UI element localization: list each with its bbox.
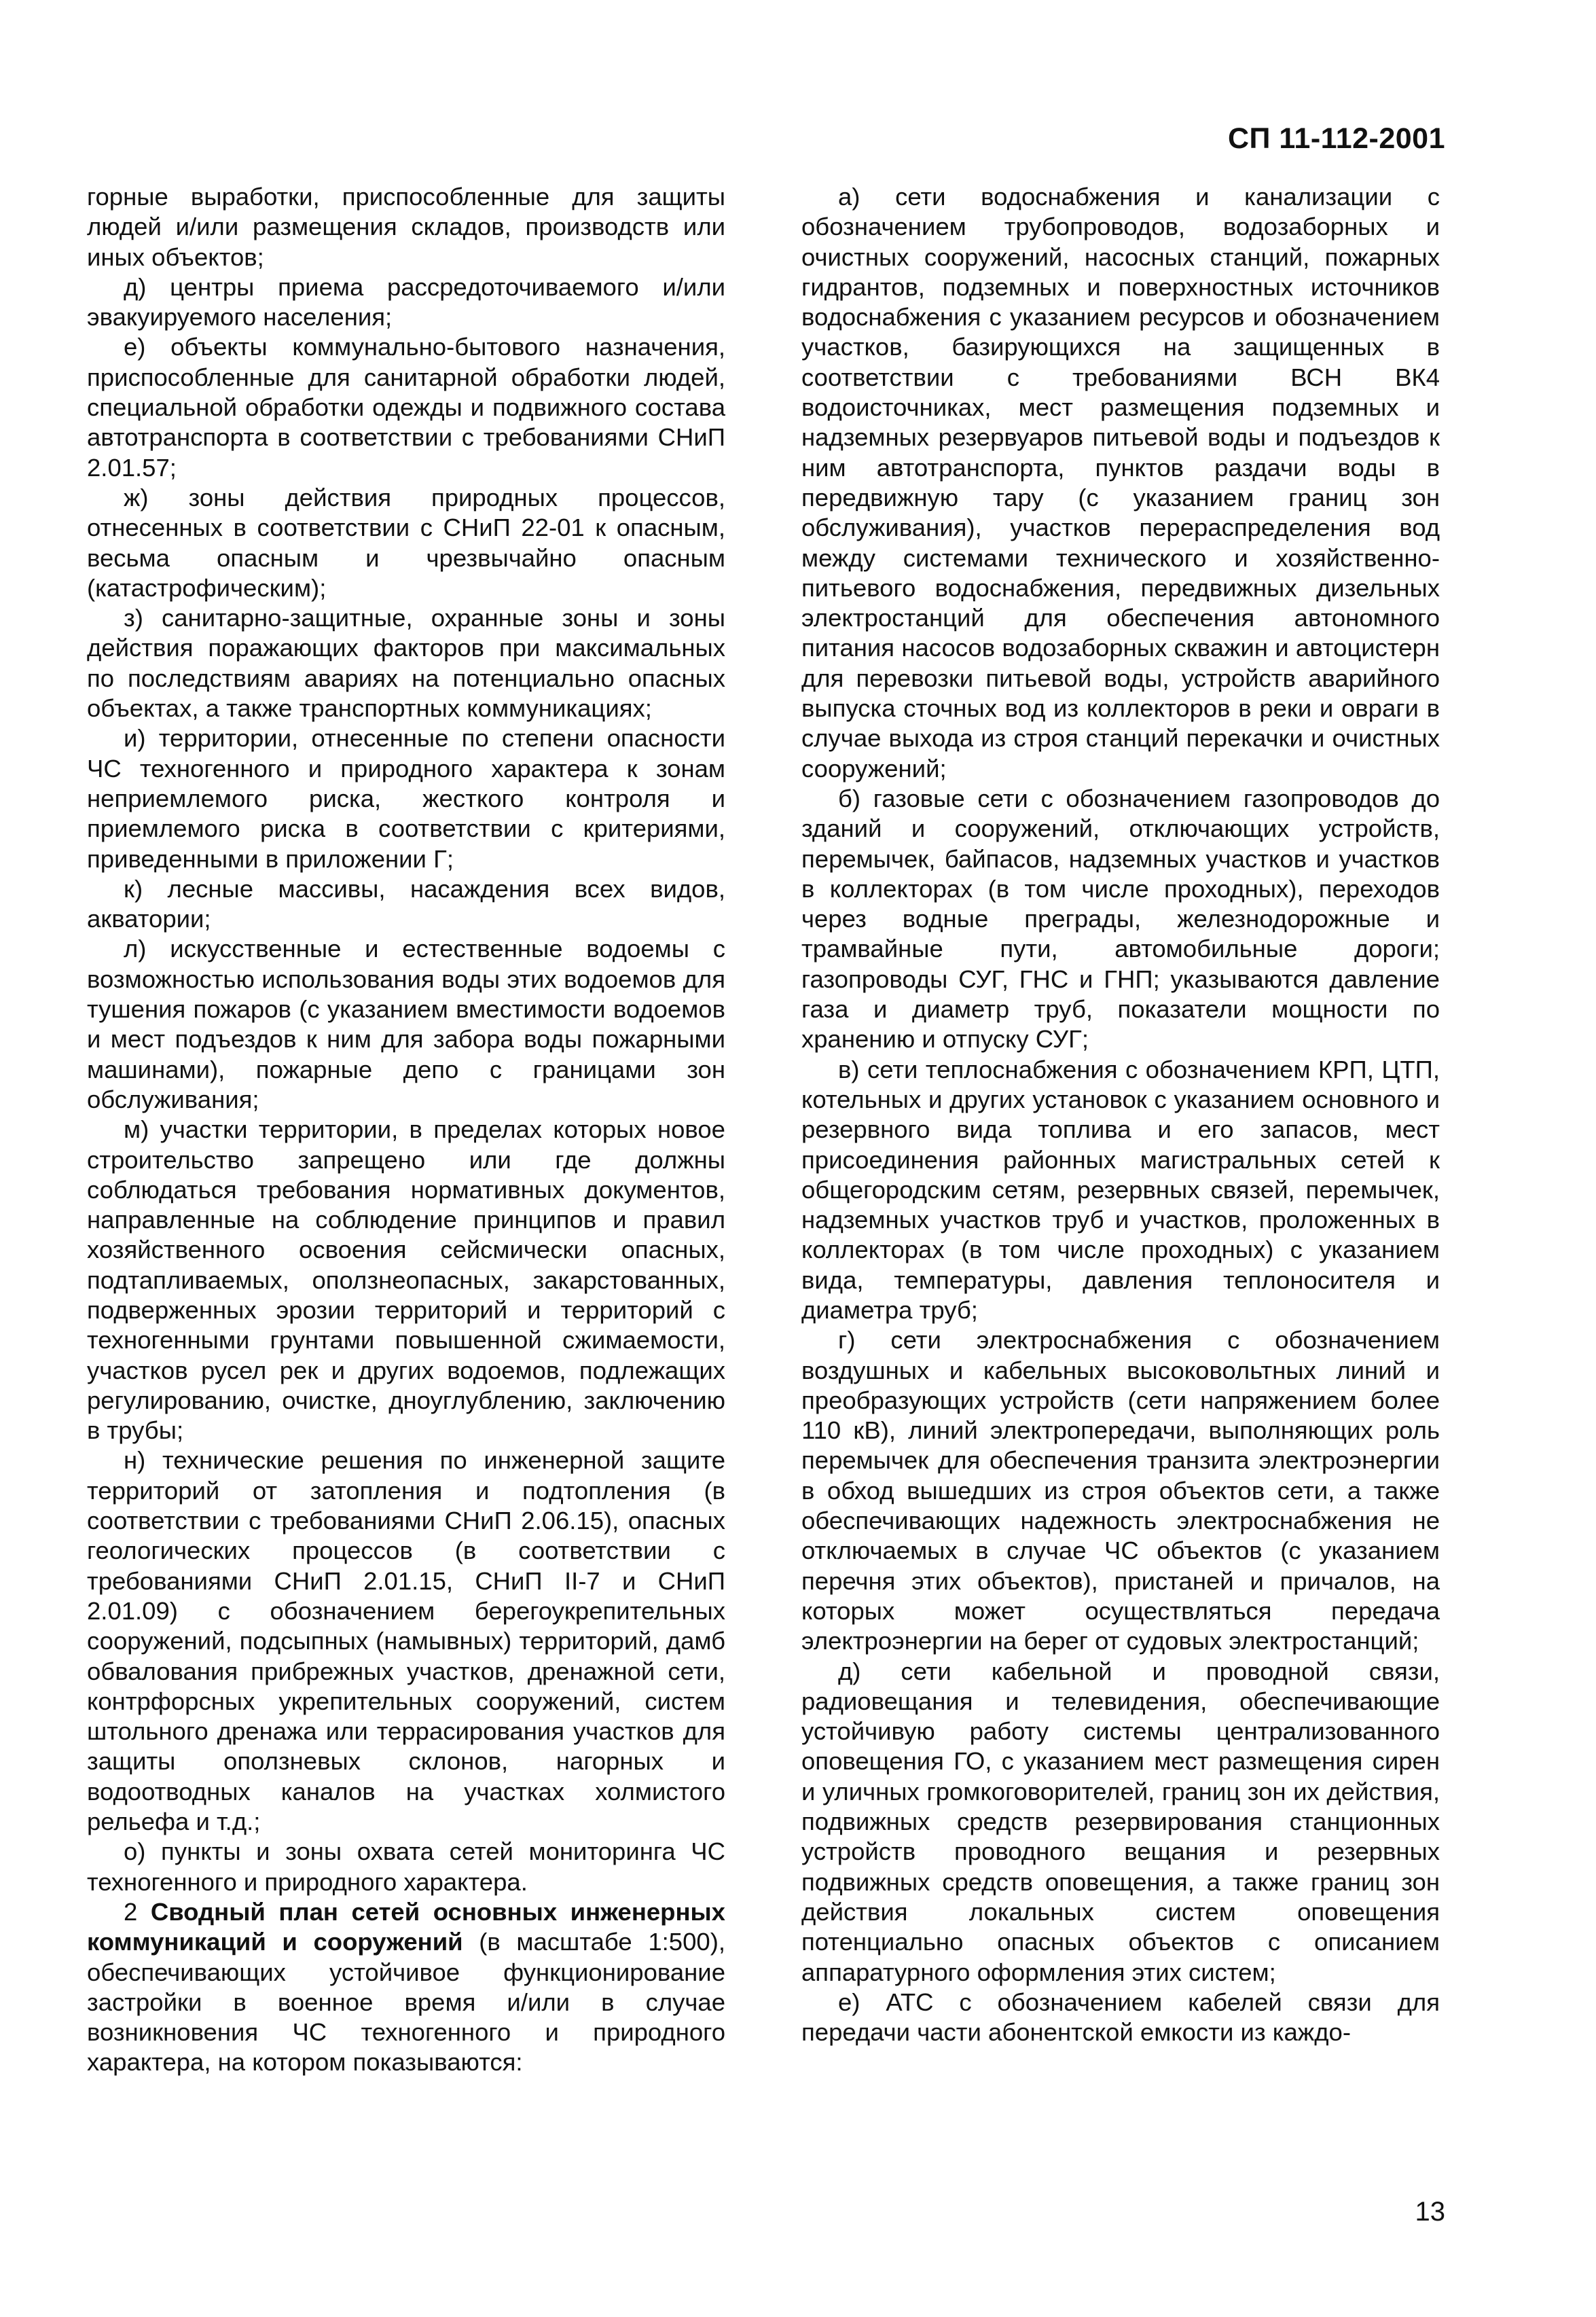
paragraph: е) объекты коммунально-бытового назначения, приспособленные для санитарной обработки людей, специальной обработки одежды и подвижного состава автотранспорта в соответствии с требованиями СНиП 2.01.57; — [87, 333, 725, 482]
page-number: 13 — [1415, 2197, 1445, 2227]
section-number: 2 — [124, 1897, 151, 1926]
section-text: (в масштабе 1:500), обеспечивающих устойчивое функционирование застройки в военное время и/или в случае возникновения ЧС техногенного и природного характера, на котором показываются: — [87, 1928, 725, 2077]
paragraph: м) участки территории, в пределах которых новое строительство запрещено или где должны соблюдаться требования нормативных документов, направленные на соблюдение принципов и правил хозяйственного освоения сейсмически опасных, подтапливаемых, оползнеопасных, закарстованных, подверженных эрозии территорий и территорий с техногенными грунтами повышенной сжимаемости, участков русел рек и других водоемов, подлежащих регулированию, очистке, дноуглублению, заключению в трубы; — [87, 1115, 725, 1445]
right-column — [801, 182, 1440, 2047]
paragraph: з) санитарно-защитные, охранные зоны и зоны действия поражающих факторов при максимальных по последствиям авариях на потенциально опасных объектах, а также транспортных коммуникациях; — [87, 604, 725, 723]
paragraph: о) пункты и зоны охвата сетей мониторинга ЧС техногенного и природного характера. — [87, 1837, 725, 1896]
paragraph: б) газовые сети с обозначением газопроводов до зданий и сооружений, отключающих устройств, перемычек, байпасов, надземных участков и участков в коллекторах (в том числе проходных), переходов через водные преграды, железнодорожные и трамвайные пути, автомобильные дороги; газопроводы СУГ, ГНС и ГНП; указываются давление газа и диаметр труб, показатели мощности по хранению и отпуску СУГ; — [801, 784, 1440, 1054]
section-heading: Сводный план сетей основных инженерных коммуникаций и сооружений — [87, 1897, 725, 1956]
paragraph: в) сети теплоснабжения с обозначением КРП, ЦТП, котельных и других установок с указанием основного и резервного вида топлива и его запасов, мест присоединения районных магистральных сетей к общегородским сетям, резервных связей, перемычек, надземных участков труб и участков, проложенных в коллекторах (в том числе проходных) с указанием вида, температуры, давления теплоносителя и диаметра труб; — [801, 1055, 1440, 1324]
paragraph: а) сети водоснабжения и канализации с обозначением трубопроводов, водозаборных и очистных сооружений, насосных станций, пожарных гидрантов, подземных и поверхностных источников водоснабжения с указанием ресурсов и обозначением участков, базирующихся на защищенных в соответствии с требованиями ВСН ВК4 водоисточниках, мест размещения подземных и надземных резервуаров питьевой воды и подъездов к ним автотранспорта, пунктов раздачи воды в передвижную тару (с указанием границ зон обслуживания), участков перераспределения вод между системами технического и хозяйственно-питьевого водоснабжения, передвижных дизельных электростанций для обеспечения автономного питания насосов водозаборных скважин и автоцистерн для перевозки питьевой воды, устройств аварийного выпуска сточных вод из коллекторов в реки и овраги в случае выхода из строя станций перекачки и очистных сооружений; — [801, 183, 1440, 783]
paragraph: ж) зоны действия природных процессов, отнесенных в соответствии с СНиП 22-01 к опасным, весьма опасным и чрезвычайно опасным (катастрофическим); — [87, 483, 725, 602]
document-code: СП 11-112-2001 — [1227, 122, 1445, 155]
paragraph: к) лесные массивы, насаждения всех видов, акватории; — [87, 874, 725, 933]
paragraph: е) АТС с обозначением кабелей связи для передачи части абонентской емкости из каждо- — [801, 1988, 1440, 2047]
paragraph: д) сети кабельной и проводной связи, радиовещания и телевидения, обеспечивающие устойчивую работу системы централизованного оповещения ГО, с указанием мест размещения сирен и уличных громкоговорителей, границ зон их действия, подвижных средств резервирования станционных устройств проводного вещания и резервных подвижных средств оповещения, а также границ зон действия локальных систем оповещения потенциально опасных объектов с описанием аппаратурного оформления этих систем; — [801, 1657, 1440, 1986]
paragraph: и) территории, отнесенные по степени опасности ЧС техногенного и природного характера к зонам неприемлемого риска, жесткого контроля и приемлемого риска в соответствии с критериями, приведенными в приложении Г; — [87, 724, 725, 873]
section-paragraph — [87, 1897, 725, 2078]
paragraph: л) искусственные и естественные водоемы с возможностью использования воды этих водоемов для тушения пожаров (с указанием вместимости водоемов и мест подъездов к ним для забора воды пожарными машинами), пожарные депо с границами зон обслуживания; — [87, 935, 725, 1113]
left-column — [87, 182, 725, 2078]
paragraph: горные выработки, приспособленные для защиты людей и/или размещения складов, производств или иных объектов; — [87, 183, 725, 271]
paragraph: г) сети электроснабжения с обозначением воздушных и кабельных высоковольтных линий и преобразующих устройств (сети напряжением более 110 кВ), линий электропередачи, выполняющих роль перемычек для обеспечения транзита электроэнергии в обход вышедших из строя объектов сети, а также обеспечивающих надежность электроснабжения не отключаемых в случае ЧС объектов (с указанием перечня этих объектов), пристаней и причалов, на которых может осуществляться передача электроэнергии на берег от судовых электростанций; — [801, 1326, 1440, 1655]
paragraph: д) центры приема рассредоточиваемого и/или эвакуируемого населения; — [87, 272, 725, 331]
paragraph: н) технические решения по инженерной защите территорий от затопления и подтопления (в соответствии с требованиями СНиП 2.06.15), опасных геологических процессов (в соответствии с требованиями СНиП 2.01.15, СНиП II-7 и СНиП 2.01.09) с обозначением берегоукрепительных сооружений, подсыпных (намывных) территорий, дамб обвалования прибрежных участков, дренажной сети, контрфорсных укрепительных сооружений, систем штольного дренажа или террасирования участков для защиты оползневых склонов, нагорных и водоотводных каналов на участках холмистого рельефа и т.д.; — [87, 1446, 725, 1836]
